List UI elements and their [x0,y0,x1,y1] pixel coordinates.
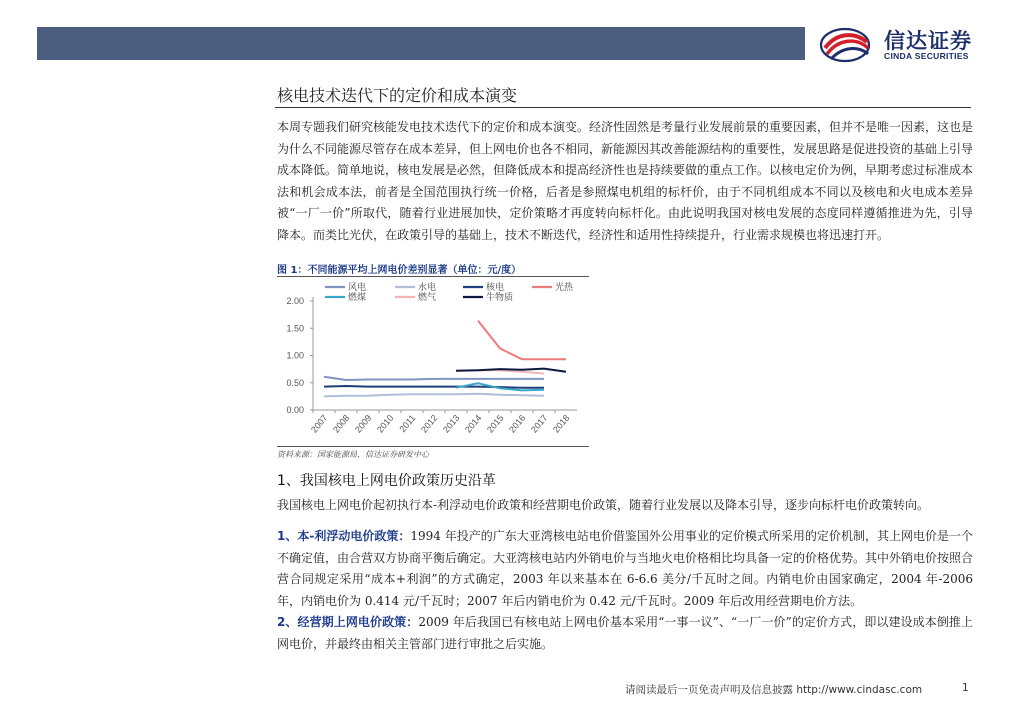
x-tick-label: 2009 [352,412,374,435]
page-title: 核电技术迭代下的定价和成本演变 [277,86,518,105]
x-tick-label: 2016 [506,412,528,435]
x-tick-label: 2010 [374,412,396,435]
policy-text-1: 1994 年投产的广东大亚湾核电站电价借鉴国外公用事业的定价模式所采用的定价机制，其上网电价是一个不确定值，由合营双方协商平衡后确定。大亚湾核电站内外销电价与当地火电价格相比均具备一定的价格优势。其中外销电价按照合营合同规定采用“成本+利润”的方式确定，2003 年以来基本在 6-6.6 美分/千瓦时之间。内销电价由国家确定，2004 年-2006 年，内销电价为 0.414 元/千瓦时；2007 年后内销电价为 0.42 元/千瓦时。2009 年后改用经营期电价方法。 [277,529,974,608]
y-tick-label: 2.00 [286,296,304,306]
x-tick-label: 2012 [418,412,440,435]
intro-paragraph: 本周专题我们研究核能发电技术迭代下的定价和成本演变。经济性固然是考量行业发展前景的重要因素，但并不是唯一因素，这也是为什么不同能源尽管存在成本差异，但上网电价也各不相同，新能源因其改善能源结构的重要性，发展思路是促进投资的基础上引导成本降低。简单地说，核电发展是必然，但降低成本和提高经济性也是持续要做的重点工作。以核电定价为例，早期考虑过标准成本法和机会成本法，前者是全国范围执行统一价格，后者是参照煤电机组的标杆价，由于不同机组成本不同以及核电和火电成本差异被“一厂一价”所取代，随着行业进展加快，定价策略才再度转向标杆化。由此说明我国对核电发展的态度同样遵循推进为先，引导降本。而类比光伏，在政策引导的基础上，技术不断迭代，经济性和适用性持续提升，行业需求规模也将迅速打开。 [277,120,974,242]
y-tick-label: 0.00 [286,405,304,415]
x-tick-label: 2011 [397,412,418,435]
x-tick-label: 2007 [308,412,330,435]
y-tick-label: 1.50 [286,323,304,334]
legend-label: 燃气 [418,292,437,302]
x-tick-label: 2017 [528,412,550,435]
legend-label: 水电 [418,282,437,292]
title-divider [275,107,971,108]
line-chart [277,278,589,444]
figure-source: 资料来源：国家能源局，信达证券研发中心 [277,450,429,459]
page-number: 1 [962,682,969,694]
figure-title: 图 1：不同能源平均上网电价差别显著（单位：元/度） [277,265,522,276]
legend-label: 风电 [348,282,367,292]
series-line-水电 [324,394,544,397]
x-tick-label: 2014 [462,412,484,435]
brand-name-en: CINDA SECURITIES [884,51,969,61]
legend-label: 燃煤 [348,292,367,302]
policy-label-2: 2、经营期上网电价政策： [277,615,419,629]
series-line-光热 [478,321,566,360]
series-line-核电 [324,386,544,388]
policy-text-2: 2009 年后我国已有核电站上网电价基本采用“一事一议”、“一厂一价”的定价方式，即以建设成本倒推上网电价，并最终由相关主管部门进行审批之后实施。 [277,615,973,651]
legend-label: 光热 [555,282,574,292]
policy-paragraph-2 [277,612,973,655]
series-line-风电 [324,377,544,380]
policy-paragraph-1 [277,526,973,612]
y-tick-label: 1.00 [286,350,304,361]
section-title: 1、我国核电上网电价政策历史沿革 [277,473,496,489]
figure-top-rule [277,276,589,277]
header-bar [37,27,805,60]
legend-label: 牛物质 [486,292,514,302]
x-tick-label: 2013 [440,412,462,435]
x-tick-label: 2018 [550,412,572,435]
brand-name-cn: 信达证券 [884,29,972,53]
figure-bottom-rule [277,446,589,447]
policy-label-1: 1、本-利浮动电价政策： [277,529,411,543]
section-intro: 我国核电上网电价起初执行本-利浮动电价政策和经营期电价政策，随着行业发展以及降本引导，逐步向标杆电价政策转向。 [277,498,930,512]
x-tick-label: 2008 [330,412,352,435]
x-tick-label: 2015 [484,412,506,435]
footer-disclaimer: 请阅读最后一页免责声明及信息披露 http://www.cindasc.com [625,684,923,696]
legend-label: 核电 [486,282,505,292]
y-tick-label: 0.50 [286,377,304,388]
